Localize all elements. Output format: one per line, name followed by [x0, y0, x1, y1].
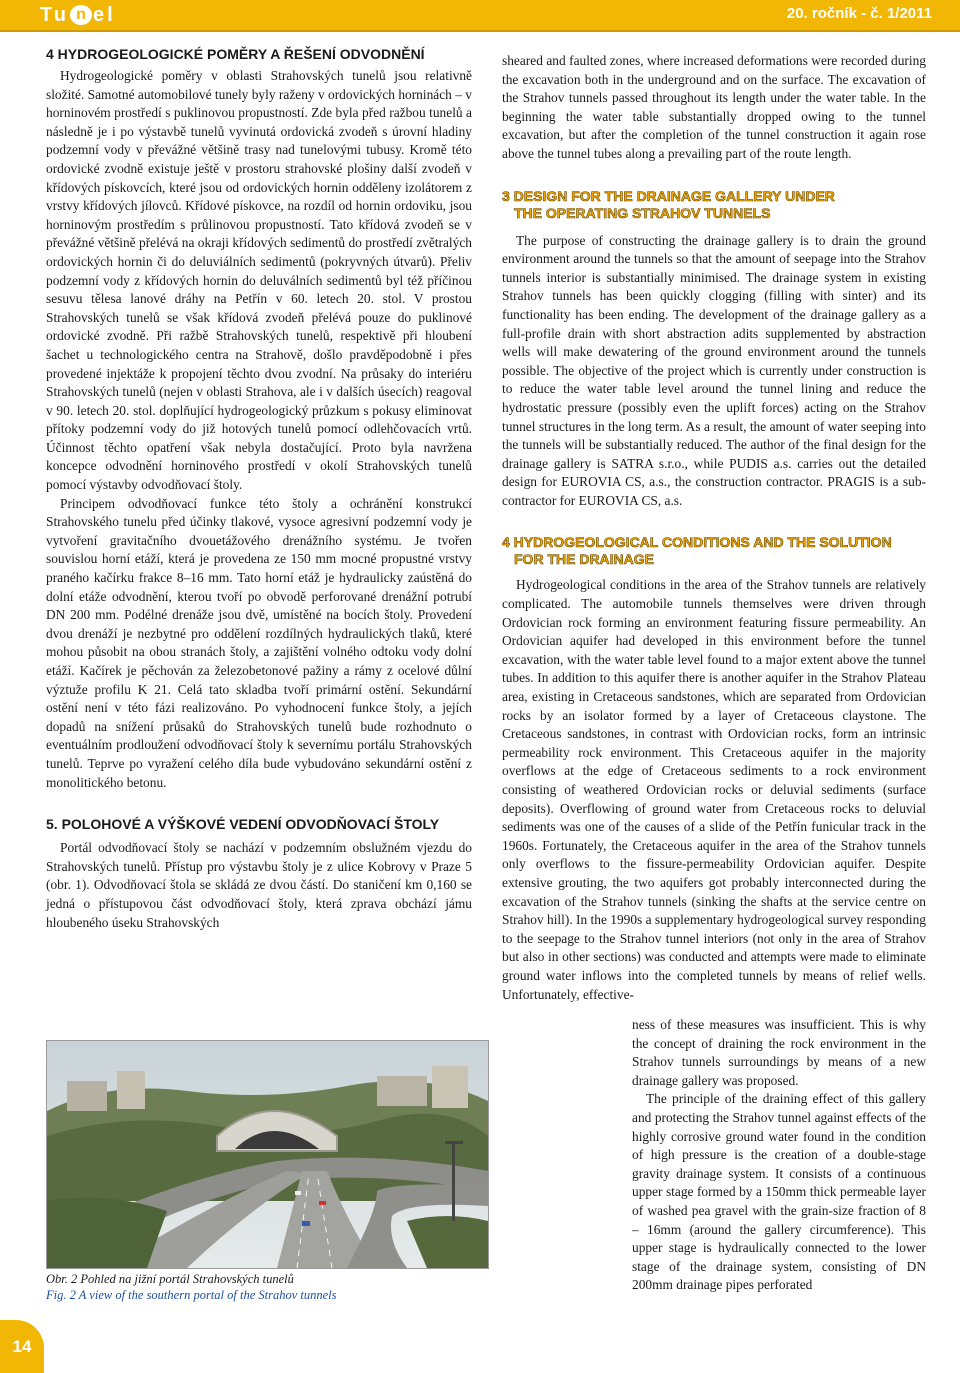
section-4-paragraph-1: Hydrogeologické poměry v oblasti Strahovských tunelů jsou relativně složité. Samotné automobilové tunely byly raženy v ordovických horninách – v horninovém prostředí s puklinovou propustností. Zde byla před ražbou tunelů a následně je i po výstavbě tunelů vyvinutá ordovická zvodeň s úrovní hladiny podzemní vody v převážné většině trasy nad tunelovými tubusy. Kromě této ordovické zvodně existuje ještě v prostoru strahovské plošiny další zvodeň v křídových pískovcích, které jsou od ordovických hornin odděleny izolátorem z vrstvy křídových jílovců. Křídové pískovce, na rozdíl od hornin ordoviku, jsou horninovým prostředím s průlinovou propustností. Tato křídová zvodeň se v převážné většině přelévá na okraji křídových sedimentů do prostředí zvětralých ordovických hornin či do deluviálních sedimentů (pokryvných útvarů). Přeliv podzemní vody z křídových hornin do deluválních sedimentů byl též příčinou sesuvu tělesa lanové dráhy na Petřín v 60. letech 20. stol. V prostou Strahovských tunelů se však křídová zvodeň přelévá pouze do puklinové ordovické zvodně. Při ražbě Strahovských tunelů, respektivě při hloubení šachet u technologického centra na Strahově, došlo pravděpodobně i přes provedené injektáže k propojení těchto dvou zvodní. Na průsaky do interiéru Strahovských tunelů (nejen v oblasti Strahova, ale i v dalších úsecích) reagoval v 90. letech 20. stol. doplňující hydrogeologický průzkum s pokusy eliminovat přítoky podzemní vody do již hotových tunelů pomocí odlehčovacích vrtů. Účinnost těchto opatření však nebyla dostačující. Proto byla navržena koncepce odvodnění horninového prostředí v okolí Strahovských tunelů pomocí výstavby odvodňovací štoly.: [46, 68, 472, 493]
section-5-paragraph-1: Portál odvodňovací štoly se nachází v podzemním obslužném vjezdu do Strahovských tunelů. Přístup pro výstavbu štoly je z ulice Kobrovy v Praze 5 (obr. 1). Odvodňovací štola se skládá ze dvou částí. Do staničení km 0,160 se jedná o přístupovou část odvodňovací štoly, která zprava obchází jámu hloubeného úseku Strahovských: [46, 840, 472, 930]
issue-label: 20. ročník - č. 1/2011: [786, 5, 932, 22]
section-4-en-heading: [502, 534, 926, 568]
section-4-en-paragraph-2: The principle of the draining effect of this gallery and protecting the Strahov tunnel against effects of the highly corrosive ground water found in the condition of high pressure is the creation of a double-stage gravity drainage system. It consists of a continuous upper stage formed by a 150mm thick permeable layer of washed pea gravel with the grain-size fraction of 8 – 16mm (around the gallery circumference). This upper stage is hydraulically connected to the lower stage of the drainage system, consisting of DN 200mm drainage pipes perforated: [632, 1091, 926, 1293]
section-4-en-paragraph-1: Hydrogeological conditions in the area of the Strahov tunnels are relatively complicated. The automobile tunnels themselves were driven through Ordovician rock forming an environment featuring fissure permeability. An Ordovician aquifer had developed in this environment before the tunnel excavation, with the water table level found to a major extent above the tunnel tubes. In addition to this aquifer there is another aquifer in the Strahov Plateau area, existing in Cretaceous sandstones, which are separated from Ordovician rocks by an isolator formed by a layer of Cretaceous claystone. The Cretaceous sandstones, in contrast with Ordovician rocks, form an intrinsic permeability rock environment. This Cretaceous aquifer in the majority overflows at the edge of Cretaceous sediments to a rock environment consisting of weathered Ordovician rocks or deluvial sediments (surface deposits). Overflowing of ground water from Cretaceous rocks to deluvial sediments was one of the causes of a slide of the Petřín funicular track in the 1960s. Fortunately, the Cretaceous aquifer in the area of the Strahov tunnels only overflows to the fissure-permeability Ordovician aquifer. Despite extensive grouting, the two aquifers got probably interconnected during the excavation of the Strahov tunnels (sinking the shafts at the service centre on Strahov hill). In the 1990s a supplementary hydrogeological survey responding to the seepage to the Strahov tunnel interiors (not only in the area of Strahov but also in other sections) was conducted and attempts were made to eliminate ground water inflows into the completed tunnels by means of relief wells. Unfortunately, effective-: [502, 577, 926, 1002]
right-column: [502, 52, 926, 1004]
section-4-paragraph-2: Principem odvodňovací funkce této štoly a ochránění konstrukcí Strahovského tunelu před účinky tlakové, vysoce agresivní podzemní vody je vytvoření gravitačního dvouetážového drenážního systému. Je tvořen souvislou horní etáží, která je provedena ze 150 mm mocné propustné vrstvy praného kačírku frakce 8–16 mm. Tato horní etáž je hydraulicky zaústěná do dolní etáže odvodnění, kterou tvoří po obvodě perforované drenážní potrubí DN 200 mm. Podélné drenáže jsou dvě, umístěné na bocích štoly. Provedení dvou drenáží je nezbytné pro oddělení rozdílných hydraulických tlaků, které mohou působit na obou stranách štoly, a zajištění volného odtoku vody dolní etáží. Kačírek je pěchován za železobetonové pažiny a rámy z ocelové důlní výztuže profilu K 21. Celá tato skladba tvoří primární ostění. Sekundární ostění není v této fázi realizováno. Po vyhodnocení funkce štoly, a jejích dopadů na snížení průsaků do Strahovských tunelů bude rozhodnuto o eventuálním prodloužení odvodňovací štoly k severnímu portálu Strahovských tunelů. Teprve po vyražení celého díla bude vybudováno sekundární ostění z monolitického betonu.: [46, 495, 472, 790]
section-3-heading-line-1: 3 DESIGN FOR THE DRAINAGE GALLERY UNDER: [502, 187, 835, 204]
logo-circle-letter: n: [70, 5, 92, 25]
caption-english: Fig. 2 A view of the southern portal of the Strahov tunnels: [46, 1288, 337, 1302]
section-4-en-heading-line-1: 4 HYDROGEOLOGICAL CONDITIONS AND THE SOLUTION: [502, 534, 892, 551]
tunel-logo: [40, 3, 116, 27]
figure-caption: [46, 1271, 496, 1303]
right-column-wrapped-text: [632, 1016, 926, 1295]
tunnel-portal-photo: [46, 1040, 489, 1269]
page-header: [0, 0, 960, 32]
logo-text-start: Tu: [40, 4, 69, 26]
section-5-heading: 5. POLOHOVÉ A VÝŠKOVÉ VEDENÍ ODVODŇOVACÍ ŠTOLY: [46, 816, 440, 833]
section-4-en-paragraph-1-continued: ness of these measures was insufficient. This is why the concept of draining the rock environment in the Strahov tunnels surroundings by means of a new drainage gallery was proposed.: [632, 1017, 926, 1088]
section-3-heading-line-2: THE OPERATING STRAHOV TUNNELS: [514, 204, 771, 221]
section-4-heading: 4 HYDROGEOLOGICKÉ POMĚRY A ŘEŠENÍ ODVODNĚNÍ: [46, 46, 425, 62]
photo-illustration: [47, 1041, 488, 1268]
section-4-en-heading-line-2: FOR THE DRAINAGE: [514, 551, 654, 568]
section-2-continued-paragraph: sheared and faulted zones, where increased deformations were recorded during the excavation both in the underground and on the surface. The excavation of the Strahov tunnels passed throughout its length under the water table. In the beginning the water table substantially dropped owing to the tunnel excavation, but after the completion of the tunnel construction it again rose above the tunnel tubes along a prevailing part of the route length.: [502, 53, 926, 161]
page-number: 14: [0, 1320, 44, 1373]
caption-czech: Obr. 2 Pohled na jižní portál Strahovských tunelů: [46, 1272, 294, 1286]
left-column: [46, 46, 472, 932]
logo-text-end: el: [92, 4, 116, 26]
section-3-paragraph: The purpose of constructing the drainage gallery is to drain the ground environment around the tunnels so that the amount of seepage into the Strahov tunnels interior is substantially minimised. The drainage system in existing Strahov tunnels has been quickly clogging (filling with sinter) and its functionality has been ending. The development of the drainage gallery as a full-profile drain with short abstraction adits supplemented by abstraction wells will make dewatering of the ground environment around the tunnels possible. The objective of the project which is currently under construction is to reduce the water table level around the tunnel lining and reduce the hydrostatic pressure (possibly even the uplift forces) acting on the Strahov tunnel structures in the long term. As a result, the amount of water seeping into the tunnels will be substantially reduced. The author of the final design for the drainage gallery is SATRA s.r.o., while PUDIS a.s. carries out the detailed design for EUROVIA CS, a.s., the construction contractor. PRAGIS is a sub-contractor for EUROVIA CS, a.s.: [502, 232, 926, 508]
section-3-heading: [502, 188, 926, 222]
